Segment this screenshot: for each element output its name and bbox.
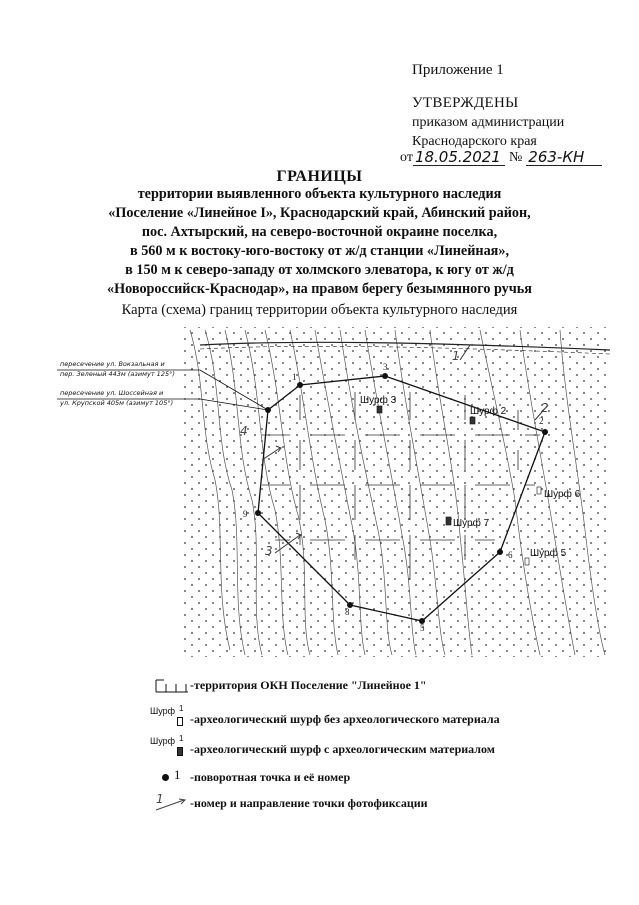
legend-photo bbox=[150, 790, 428, 816]
pit-full-symbol: Шурф 1 bbox=[150, 736, 190, 762]
legend-pit-empty-text: -археологический шурф без археологического материала bbox=[190, 711, 500, 726]
point-9-label: 9 bbox=[243, 509, 248, 519]
legend-pit-empty bbox=[150, 706, 500, 732]
turning-point-symbol: 1 bbox=[150, 764, 190, 790]
pit-5-marker bbox=[525, 558, 529, 565]
subtitle-line-5: в 150 м к северо-западу от холмского элеватора, к югу от ж/д bbox=[125, 262, 514, 278]
callout-2-line-1: пересечение ул. Шоссейная и bbox=[60, 389, 164, 397]
approved-label: УТВЕРЖДЕНЫ bbox=[412, 95, 519, 111]
approval-number: 263-КН bbox=[526, 150, 602, 166]
pit-2-label: Шурф 2 bbox=[470, 406, 507, 417]
approved-line-3: Краснодарского края bbox=[412, 134, 537, 149]
approved-line-2: приказом администрации bbox=[412, 115, 565, 130]
boundary-map bbox=[0, 325, 639, 660]
point-1-label: 1 bbox=[292, 372, 297, 382]
map-caption: Карта (схема) границ территории объекта культурного наследия bbox=[121, 302, 518, 318]
point-2-label: 2 bbox=[539, 416, 544, 426]
subtitle-line-4: в 560 м к востоку-юго-востоку от ж/д станции «Линейная», bbox=[129, 243, 509, 259]
pit-6-marker bbox=[537, 487, 541, 494]
document-title: ГРАНИЦЫ bbox=[276, 168, 363, 185]
legend-pit-full-text: -археологический шурф с археологическим материалом bbox=[190, 741, 495, 756]
subtitle-line-1: территории выявленного объекта культурного наследия bbox=[137, 186, 502, 202]
subtitle-line-3: пос. Ахтырский, на северо-восточной окраине поселка, bbox=[141, 224, 498, 240]
point-5-label: 5 bbox=[420, 623, 425, 633]
approval-date: 18.05.2021 bbox=[413, 150, 505, 166]
pit-empty-symbol: Шурф 1 bbox=[150, 706, 190, 732]
point-6-label: 6 bbox=[508, 550, 513, 560]
legend-turning-point bbox=[150, 764, 350, 790]
pit-3-marker bbox=[377, 406, 382, 413]
callout-2-line-2: ул. Крупской 405м (азимут 105°) bbox=[60, 399, 174, 407]
legend-photo-text: -номер и направление точки фотофиксации bbox=[190, 795, 428, 810]
appendix-label: Приложение 1 bbox=[412, 62, 504, 78]
subtitle-line-6: «Новороссийск-Краснодар», на правом берегу безымянного ручья bbox=[107, 281, 532, 297]
photo-point-4: 4 bbox=[240, 424, 248, 438]
legend-turning-point-text: -поворотная точка и её номер bbox=[190, 769, 351, 784]
legend-okn bbox=[150, 672, 427, 698]
from-label: от bbox=[400, 150, 413, 165]
pit-2-marker bbox=[470, 417, 475, 424]
point-3-label: 3 bbox=[383, 362, 388, 372]
photo-point-symbol: 1 bbox=[150, 790, 190, 816]
pit-5-label: Шурф 5 bbox=[530, 548, 567, 559]
photo-point-3: 3 bbox=[265, 544, 273, 558]
pit-3-label: Шурф 3 bbox=[360, 395, 397, 406]
legend-pit-full bbox=[150, 736, 495, 762]
subtitle-line-2: «Поселение «Линейное I», Краснодарский край, Абинский район, bbox=[108, 205, 531, 221]
number-sign: № bbox=[508, 150, 523, 165]
pit-6-label: Шурф 6 bbox=[544, 489, 581, 500]
callout-1-line-1: пересечение ул. Вокзальная и bbox=[60, 360, 165, 368]
legend-okn-text: -территория ОКН Поселение "Линейное 1" bbox=[190, 677, 427, 692]
okn-territory-symbol bbox=[150, 672, 190, 698]
photo-point-1: 1 bbox=[452, 349, 460, 363]
callout-1-line-2: пер. Зеленый 443м (азимут 125°) bbox=[60, 370, 175, 378]
pit-7-label: Шурф 7 bbox=[453, 518, 490, 529]
approval-date-line bbox=[400, 150, 602, 166]
photo-point-2: 2 bbox=[541, 401, 549, 415]
pit-7-marker bbox=[446, 517, 451, 525]
point-8-label: 8 bbox=[345, 607, 350, 617]
